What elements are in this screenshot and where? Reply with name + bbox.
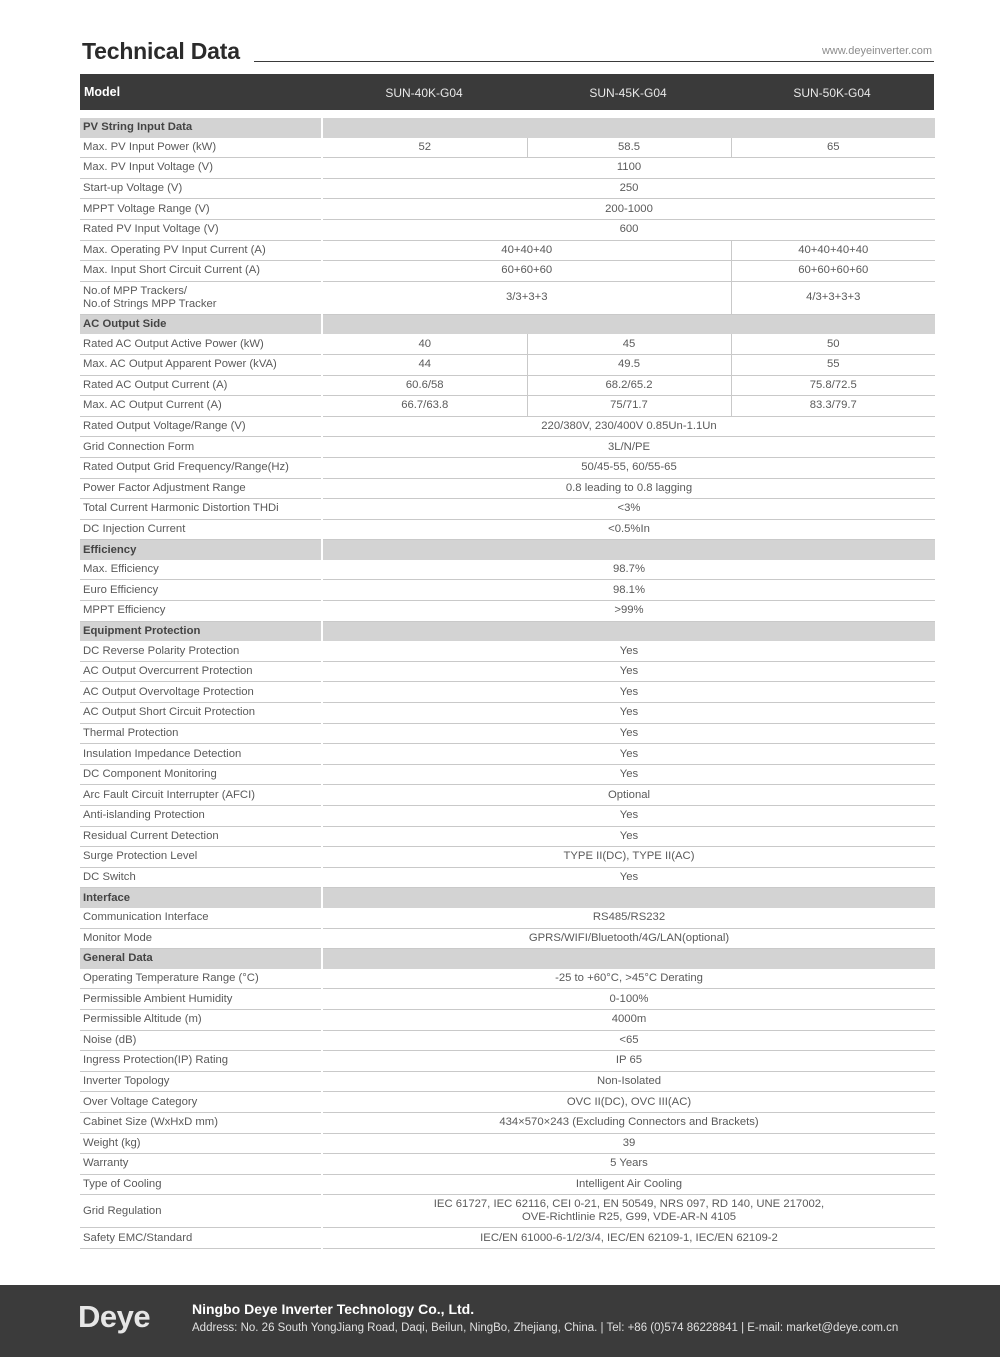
spec-row bbox=[80, 1154, 935, 1175]
spec-label: Rated Output Grid Frequency/Range(Hz) bbox=[80, 457, 321, 478]
spec-row bbox=[80, 281, 935, 314]
spec-value: Yes bbox=[323, 826, 935, 847]
spec-value: Yes bbox=[323, 641, 935, 661]
spec-row bbox=[80, 1133, 935, 1154]
spec-value: Yes bbox=[323, 723, 935, 744]
spec-value: 434×570×243 (Excluding Connectors and Brackets) bbox=[323, 1112, 935, 1133]
page-header bbox=[82, 38, 934, 68]
spec-label: DC Reverse Polarity Protection bbox=[80, 641, 321, 661]
spec-label: AC Output Overvoltage Protection bbox=[80, 682, 321, 703]
spec-label: Max. AC Output Apparent Power (kVA) bbox=[80, 354, 321, 375]
spec-value: 45 bbox=[527, 334, 731, 354]
spec-value: 60+60+60+60 bbox=[731, 261, 935, 282]
spec-value: 3L/N/PE bbox=[323, 437, 935, 458]
company-address: Address: No. 26 South YongJiang Road, Daqi, Beilun, NingBo, Zhejiang, China. | Tel: +86 (0)574 86228841 | E-mail: market@deye.com.cn bbox=[192, 1322, 899, 1334]
spec-label: Arc Fault Circuit Interrupter (AFCI) bbox=[80, 785, 321, 806]
spec-value: 200-1000 bbox=[323, 199, 935, 220]
section-header bbox=[80, 888, 935, 908]
spec-row bbox=[80, 989, 935, 1010]
company-name: Ningbo Deye Inverter Technology Co., Ltd. bbox=[192, 1301, 475, 1317]
header-rule bbox=[254, 61, 934, 62]
spec-table bbox=[80, 118, 935, 1249]
spec-value: Yes bbox=[323, 703, 935, 724]
spec-row bbox=[80, 199, 935, 220]
spec-value: Yes bbox=[323, 806, 935, 827]
spec-row bbox=[80, 138, 935, 158]
spec-label: Rated PV Input Voltage (V) bbox=[80, 219, 321, 240]
spec-value: 220/380V, 230/400V 0.85Un-1.1Un bbox=[323, 416, 935, 437]
spec-label: MPPT Efficiency bbox=[80, 601, 321, 622]
website-url: www.deyeinverter.com bbox=[818, 45, 932, 57]
spec-value: OVC II(DC), OVC III(AC) bbox=[323, 1092, 935, 1113]
spec-row bbox=[80, 723, 935, 744]
spec-row bbox=[80, 261, 935, 282]
spec-row bbox=[80, 354, 935, 375]
spec-value: 66.7/63.8 bbox=[323, 396, 527, 417]
spec-label: Anti-islanding Protection bbox=[80, 806, 321, 827]
spec-value: IEC 61727, IEC 62116, CEI 0-21, EN 50549, NRS 097, RD 140, UNE 217002, OVE-Richtlinie R25, G99, VDE-AR-N 4105 bbox=[323, 1195, 935, 1228]
spec-label: Rated AC Output Active Power (kW) bbox=[80, 334, 321, 354]
spec-value: 60+60+60 bbox=[323, 261, 731, 282]
spec-label: Grid Regulation bbox=[80, 1195, 321, 1228]
spec-label: Max. AC Output Current (A) bbox=[80, 396, 321, 417]
spec-label: Thermal Protection bbox=[80, 723, 321, 744]
spec-value: <65 bbox=[323, 1030, 935, 1051]
spec-value: RS485/RS232 bbox=[323, 908, 935, 928]
spec-label: Inverter Topology bbox=[80, 1071, 321, 1092]
spec-row bbox=[80, 499, 935, 520]
spec-label: Max. PV Input Power (kW) bbox=[80, 138, 321, 158]
spec-value: Non-Isolated bbox=[323, 1071, 935, 1092]
section-fill bbox=[323, 118, 935, 138]
spec-value: 39 bbox=[323, 1133, 935, 1154]
spec-row bbox=[80, 601, 935, 622]
spec-label: Safety EMC/Standard bbox=[80, 1228, 321, 1249]
spec-value: 250 bbox=[323, 178, 935, 199]
spec-label: Permissible Ambient Humidity bbox=[80, 989, 321, 1010]
spec-value: 50 bbox=[731, 334, 935, 354]
spec-value: 40+40+40+40 bbox=[731, 240, 935, 261]
spec-row bbox=[80, 178, 935, 199]
spec-label: Max. Operating PV Input Current (A) bbox=[80, 240, 321, 261]
spec-label: Euro Efficiency bbox=[80, 580, 321, 601]
spec-row bbox=[80, 457, 935, 478]
section-header bbox=[80, 540, 935, 560]
spec-row bbox=[80, 375, 935, 396]
spec-row bbox=[80, 682, 935, 703]
spec-row bbox=[80, 1071, 935, 1092]
section-fill bbox=[323, 314, 935, 334]
spec-value: Yes bbox=[323, 764, 935, 785]
spec-value: 600 bbox=[323, 219, 935, 240]
spec-label: Total Current Harmonic Distortion THDi bbox=[80, 499, 321, 520]
spec-label: Warranty bbox=[80, 1154, 321, 1175]
spec-label: DC Injection Current bbox=[80, 519, 321, 540]
spec-label: DC Switch bbox=[80, 867, 321, 888]
spec-label: Residual Current Detection bbox=[80, 826, 321, 847]
page-title: Technical Data bbox=[82, 38, 240, 64]
spec-value: -25 to +60°C, >45°C Derating bbox=[323, 969, 935, 989]
spec-value: 75.8/72.5 bbox=[731, 375, 935, 396]
spec-label: Cabinet Size (WxHxD mm) bbox=[80, 1112, 321, 1133]
spec-value: 0-100% bbox=[323, 989, 935, 1010]
section-header bbox=[80, 621, 935, 641]
spec-row bbox=[80, 416, 935, 437]
spec-row bbox=[80, 908, 935, 928]
spec-label: Grid Connection Form bbox=[80, 437, 321, 458]
spec-label: Over Voltage Category bbox=[80, 1092, 321, 1113]
model-name: SUN-45K-G04 bbox=[589, 86, 667, 100]
spec-row bbox=[80, 806, 935, 827]
spec-value: Yes bbox=[323, 744, 935, 765]
spec-label: DC Component Monitoring bbox=[80, 764, 321, 785]
model-label: Model bbox=[84, 85, 121, 99]
spec-label: Noise (dB) bbox=[80, 1030, 321, 1051]
spec-value: 98.1% bbox=[323, 580, 935, 601]
spec-value: 83.3/79.7 bbox=[731, 396, 935, 417]
spec-value: Yes bbox=[323, 682, 935, 703]
spec-value: 65 bbox=[731, 138, 935, 158]
spec-value: IP 65 bbox=[323, 1051, 935, 1072]
spec-row bbox=[80, 478, 935, 499]
spec-row bbox=[80, 1092, 935, 1113]
spec-value: IEC/EN 61000-6-1/2/3/4, IEC/EN 62109-1, IEC/EN 62109-2 bbox=[323, 1228, 935, 1249]
spec-row bbox=[80, 240, 935, 261]
spec-row bbox=[80, 560, 935, 580]
spec-row bbox=[80, 847, 935, 868]
spec-value: 55 bbox=[731, 354, 935, 375]
spec-label: Max. Efficiency bbox=[80, 560, 321, 580]
section-fill bbox=[323, 888, 935, 908]
spec-value: Yes bbox=[323, 867, 935, 888]
spec-label: Max. Input Short Circuit Current (A) bbox=[80, 261, 321, 282]
spec-value: >99% bbox=[323, 601, 935, 622]
spec-value: 40 bbox=[323, 334, 527, 354]
section-title: AC Output Side bbox=[80, 314, 321, 334]
spec-value: 4/3+3+3+3 bbox=[731, 281, 935, 314]
spec-value: 68.2/65.2 bbox=[527, 375, 731, 396]
spec-label: MPPT Voltage Range (V) bbox=[80, 199, 321, 220]
section-fill bbox=[323, 949, 935, 969]
section-title: Efficiency bbox=[80, 540, 321, 560]
spec-label: Insulation Impedance Detection bbox=[80, 744, 321, 765]
spec-value: 5 Years bbox=[323, 1154, 935, 1175]
spec-label: AC Output Short Circuit Protection bbox=[80, 703, 321, 724]
spec-value: 49.5 bbox=[527, 354, 731, 375]
spec-row bbox=[80, 1009, 935, 1030]
spec-row bbox=[80, 396, 935, 417]
model-name: SUN-40K-G04 bbox=[385, 86, 463, 100]
spec-row bbox=[80, 764, 935, 785]
spec-value: 52 bbox=[323, 138, 527, 158]
spec-value: Optional bbox=[323, 785, 935, 806]
spec-label: Communication Interface bbox=[80, 908, 321, 928]
spec-value: 50/45-55, 60/55-65 bbox=[323, 457, 935, 478]
spec-row bbox=[80, 580, 935, 601]
spec-label: Ingress Protection(IP) Rating bbox=[80, 1051, 321, 1072]
spec-label: Surge Protection Level bbox=[80, 847, 321, 868]
spec-value: 98.7% bbox=[323, 560, 935, 580]
spec-row bbox=[80, 826, 935, 847]
spec-row bbox=[80, 1228, 935, 1249]
spec-label: Permissible Altitude (m) bbox=[80, 1009, 321, 1030]
spec-label: AC Output Overcurrent Protection bbox=[80, 661, 321, 682]
spec-value: 0.8 leading to 0.8 lagging bbox=[323, 478, 935, 499]
spec-row bbox=[80, 158, 935, 179]
spec-row bbox=[80, 641, 935, 661]
spec-row bbox=[80, 1112, 935, 1133]
spec-value: 1100 bbox=[323, 158, 935, 179]
spec-row bbox=[80, 744, 935, 765]
spec-label: Type of Cooling bbox=[80, 1174, 321, 1195]
spec-value: GPRS/WIFI/Bluetooth/4G/LAN(optional) bbox=[323, 928, 935, 949]
model-header-bar bbox=[80, 74, 934, 110]
spec-value: 4000m bbox=[323, 1009, 935, 1030]
spec-row bbox=[80, 867, 935, 888]
spec-value: <0.5%In bbox=[323, 519, 935, 540]
spec-label: Max. PV Input Voltage (V) bbox=[80, 158, 321, 179]
spec-value: TYPE II(DC), TYPE II(AC) bbox=[323, 847, 935, 868]
section-title: Interface bbox=[80, 888, 321, 908]
spec-label: Rated Output Voltage/Range (V) bbox=[80, 416, 321, 437]
spec-value: 40+40+40 bbox=[323, 240, 731, 261]
page-footer bbox=[0, 1285, 1000, 1357]
spec-row bbox=[80, 519, 935, 540]
spec-label: Rated AC Output Current (A) bbox=[80, 375, 321, 396]
spec-value: 3/3+3+3 bbox=[323, 281, 731, 314]
spec-row bbox=[80, 661, 935, 682]
spec-label: Monitor Mode bbox=[80, 928, 321, 949]
spec-row bbox=[80, 1195, 935, 1228]
spec-row bbox=[80, 1174, 935, 1195]
spec-label: Power Factor Adjustment Range bbox=[80, 478, 321, 499]
spec-row bbox=[80, 219, 935, 240]
section-title: Equipment Protection bbox=[80, 621, 321, 641]
spec-value: 58.5 bbox=[527, 138, 731, 158]
spec-value: Intelligent Air Cooling bbox=[323, 1174, 935, 1195]
section-header bbox=[80, 949, 935, 969]
section-header bbox=[80, 118, 935, 138]
spec-row bbox=[80, 703, 935, 724]
section-fill bbox=[323, 540, 935, 560]
spec-label: Start-up Voltage (V) bbox=[80, 178, 321, 199]
spec-label: Operating Temperature Range (°C) bbox=[80, 969, 321, 989]
spec-value: Yes bbox=[323, 661, 935, 682]
spec-value: 44 bbox=[323, 354, 527, 375]
model-name: SUN-50K-G04 bbox=[793, 86, 871, 100]
spec-label: Weight (kg) bbox=[80, 1133, 321, 1154]
spec-row bbox=[80, 928, 935, 949]
spec-label: No.of MPP Trackers/ No.of Strings MPP Tracker bbox=[80, 281, 321, 314]
spec-row bbox=[80, 1030, 935, 1051]
spec-value: 75/71.7 bbox=[527, 396, 731, 417]
section-title: PV String Input Data bbox=[80, 118, 321, 138]
section-fill bbox=[323, 621, 935, 641]
deye-logo: Deye bbox=[78, 1299, 151, 1334]
spec-row bbox=[80, 334, 935, 354]
section-header bbox=[80, 314, 935, 334]
spec-row bbox=[80, 437, 935, 458]
spec-row bbox=[80, 1051, 935, 1072]
spec-row bbox=[80, 969, 935, 989]
spec-row bbox=[80, 785, 935, 806]
section-title: General Data bbox=[80, 949, 321, 969]
spec-value: 60.6/58 bbox=[323, 375, 527, 396]
spec-value: <3% bbox=[323, 499, 935, 520]
